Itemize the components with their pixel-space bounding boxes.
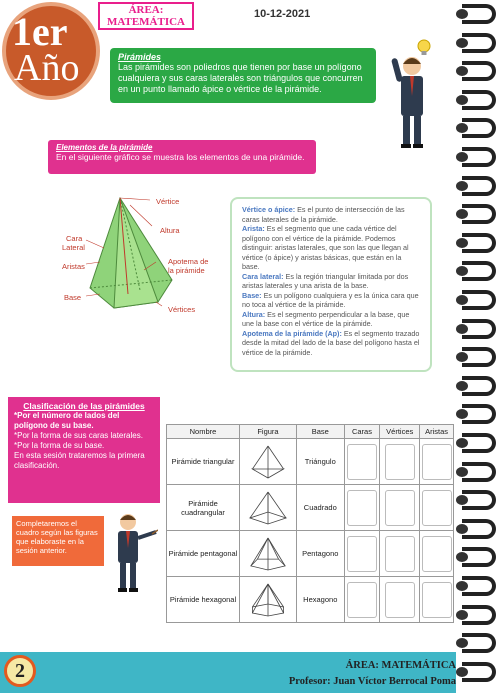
table-row bbox=[167, 531, 454, 577]
cell-figura bbox=[239, 577, 296, 623]
label-vertice: Vértice bbox=[156, 197, 180, 206]
spiral-ring bbox=[456, 61, 496, 81]
teacher-pointing-illustration bbox=[108, 510, 158, 594]
spiral-ring bbox=[456, 376, 496, 396]
elements-body: En el siguiente gráfico se muestra los elementos de una pirámide. bbox=[56, 152, 305, 162]
caras-input-box[interactable] bbox=[347, 582, 377, 618]
grade-number: 1er bbox=[12, 9, 68, 54]
spiral-ring bbox=[456, 347, 496, 367]
table-row bbox=[167, 439, 454, 485]
spiral-ring bbox=[456, 176, 496, 196]
cell-caras[interactable] bbox=[344, 485, 380, 531]
label-apotema-1: Apotema de bbox=[168, 257, 209, 266]
definition-item bbox=[242, 205, 420, 224]
label-cara-2: Lateral bbox=[62, 243, 85, 252]
classification-title: Clasificación de las pirámides bbox=[23, 401, 145, 411]
spiral-ring bbox=[456, 33, 496, 53]
col-header-vertices: Vértices bbox=[380, 425, 420, 439]
spiral-ring bbox=[456, 261, 496, 281]
definition-item bbox=[242, 291, 420, 310]
area-label: ÁREA: bbox=[128, 4, 164, 16]
elements-box bbox=[48, 140, 316, 174]
definition-item bbox=[242, 310, 420, 329]
cell-caras[interactable] bbox=[344, 531, 380, 577]
col-header-base: Base bbox=[296, 425, 344, 439]
spiral-ring bbox=[456, 204, 496, 224]
pyramid-figure-icon bbox=[240, 611, 296, 620]
cell-caras[interactable] bbox=[344, 439, 380, 485]
cell-aristas[interactable] bbox=[420, 577, 454, 623]
table-header-row bbox=[167, 425, 454, 439]
definition-text: Es el punto de intersección de las caras laterales de la pirámide. bbox=[242, 205, 405, 224]
label-apotema-2: la pirámide bbox=[168, 266, 205, 275]
spiral-ring bbox=[456, 519, 496, 539]
spiral-ring bbox=[456, 90, 496, 110]
aristas-input-box[interactable] bbox=[422, 444, 452, 480]
cell-base: Cuadrado bbox=[296, 485, 344, 531]
aristas-input-box[interactable] bbox=[422, 536, 452, 572]
pyramid-figure-icon bbox=[240, 565, 296, 574]
classification-line-2: *Por la forma de sus caras laterales. bbox=[14, 431, 143, 440]
definition-key: Arista: bbox=[242, 224, 265, 233]
definition-item bbox=[242, 329, 420, 358]
spiral-ring bbox=[456, 233, 496, 253]
label-base: Base bbox=[64, 293, 82, 302]
spiral-binding bbox=[454, 0, 500, 693]
pyramid-figure-icon bbox=[240, 519, 296, 528]
instruction-note: Completaremos el cuadro según las figuras que elaboraste en la sesión anterior. bbox=[12, 516, 104, 566]
date-label: 10-12-2021 bbox=[254, 8, 311, 20]
area-subject: MATEMÁTICA bbox=[106, 16, 185, 28]
elements-title: Elementos de la pirámide bbox=[56, 143, 153, 152]
pyramid-figure-icon bbox=[240, 473, 296, 482]
col-header-aristas: Aristas bbox=[420, 425, 454, 439]
spiral-ring bbox=[456, 4, 496, 24]
spiral-ring bbox=[456, 290, 496, 310]
label-vertices: Vértices bbox=[168, 305, 196, 314]
cell-nombre: Pirámide pentagonal bbox=[167, 531, 240, 577]
cell-vertices[interactable] bbox=[380, 485, 420, 531]
caras-input-box[interactable] bbox=[347, 444, 377, 480]
vertices-input-box[interactable] bbox=[385, 582, 415, 618]
cell-vertices[interactable] bbox=[380, 577, 420, 623]
label-aristas: Aristas bbox=[62, 262, 85, 271]
intro-body: Las pirámides son poliedros que tienen por base un polígono cualquiera y sus caras laterales son triángulos que concurren en un punto llamado ápice o vértice de la pirámide. bbox=[118, 62, 363, 94]
cell-nombre: Pirámide triangular bbox=[167, 439, 240, 485]
spiral-ring bbox=[456, 462, 496, 482]
aristas-input-box[interactable] bbox=[422, 490, 452, 526]
cell-figura bbox=[239, 485, 296, 531]
spiral-ring bbox=[456, 118, 496, 138]
col-header-caras: Caras bbox=[344, 425, 380, 439]
classification-line-1: *Por el número de lados del polígono de su base. bbox=[14, 411, 120, 430]
definition-text: Es el segmento perpendicular a la base, que une la base con el vértice de la pirámide. bbox=[242, 309, 410, 328]
definition-key: Apotema de la pirámide (Ap): bbox=[242, 328, 342, 338]
caras-input-box[interactable] bbox=[347, 536, 377, 572]
cell-aristas[interactable] bbox=[420, 531, 454, 577]
caras-input-box[interactable] bbox=[347, 490, 377, 526]
spiral-ring bbox=[456, 576, 496, 596]
definition-key: Cara lateral: bbox=[242, 271, 284, 281]
lightbulb-icon bbox=[418, 40, 430, 55]
aristas-input-box[interactable] bbox=[422, 582, 452, 618]
vertices-input-box[interactable] bbox=[385, 444, 415, 480]
grade-word: Año bbox=[14, 47, 80, 89]
cell-figura bbox=[239, 439, 296, 485]
spiral-ring bbox=[456, 490, 496, 510]
definition-text: Es el segmento que une cada vértice del polígono con el vértice de la pirámide. Podemos distinguir: aristas laterales, que son las que llegan al vértice (o ápice) y aristas básicas, que están en la base. bbox=[242, 224, 409, 271]
spiral-ring bbox=[456, 547, 496, 567]
page-number: 2 bbox=[4, 655, 36, 687]
cell-nombre: Pirámide hexagonal bbox=[167, 577, 240, 623]
cell-nombre: Pirámide cuadrangular bbox=[167, 485, 240, 531]
cell-vertices[interactable] bbox=[380, 531, 420, 577]
definition-item bbox=[242, 272, 420, 291]
footer-professor: Profesor: Juan Víctor Berrocal Poma bbox=[288, 676, 456, 687]
footer-area: ÁREA: MATEMÁTICA bbox=[345, 660, 456, 671]
definition-text: Es el segmento trazado desde la mitad del lado de la base del polígono hasta el vértice de la pirámide. bbox=[242, 328, 420, 357]
label-altura: Altura bbox=[160, 226, 180, 235]
definition-text: Es la región triangular limitada por dos aristas laterales y una arista de la base. bbox=[242, 271, 409, 290]
vertices-input-box[interactable] bbox=[385, 536, 415, 572]
col-header-nombre: Nombre bbox=[167, 425, 240, 439]
cell-figura bbox=[239, 531, 296, 577]
cell-base: Pentagono bbox=[296, 531, 344, 577]
classification-box bbox=[8, 397, 160, 503]
spiral-ring bbox=[456, 633, 496, 653]
definitions-box bbox=[230, 197, 432, 372]
area-title-box bbox=[98, 2, 194, 30]
label-cara-1: Cara bbox=[66, 234, 83, 243]
pyramid-classification-table bbox=[166, 424, 454, 623]
cell-aristas[interactable] bbox=[420, 485, 454, 531]
classification-line-3: *Por la forma de su base. bbox=[14, 441, 105, 450]
cell-caras[interactable] bbox=[344, 577, 380, 623]
spiral-ring bbox=[456, 319, 496, 339]
table-row bbox=[167, 577, 454, 623]
pyramid-definition-box bbox=[110, 48, 376, 103]
cell-base: Triángulo bbox=[296, 439, 344, 485]
spiral-ring bbox=[456, 147, 496, 167]
teacher-idea-illustration bbox=[386, 36, 446, 156]
intro-title: Pirámides bbox=[118, 52, 162, 62]
definition-key: Altura: bbox=[242, 309, 266, 319]
table-row bbox=[167, 485, 454, 531]
spiral-ring bbox=[456, 433, 496, 453]
definition-key: Base: bbox=[242, 290, 262, 300]
cell-vertices[interactable] bbox=[380, 439, 420, 485]
definition-item bbox=[242, 224, 420, 272]
classification-line-4: En esta sesión trataremos la primera clasificación. bbox=[14, 451, 145, 470]
cell-base: Hexagono bbox=[296, 577, 344, 623]
col-header-figura: Figura bbox=[239, 425, 296, 439]
definition-text: Es un polígono cualquiera y es la única cara que no toca al vértice de la pirámide. bbox=[242, 290, 419, 309]
cell-aristas[interactable] bbox=[420, 439, 454, 485]
definition-key: Vértice o ápice: bbox=[242, 205, 296, 214]
spiral-ring bbox=[456, 404, 496, 424]
vertices-input-box[interactable] bbox=[385, 490, 415, 526]
spiral-ring bbox=[456, 662, 496, 682]
spiral-ring bbox=[456, 605, 496, 625]
